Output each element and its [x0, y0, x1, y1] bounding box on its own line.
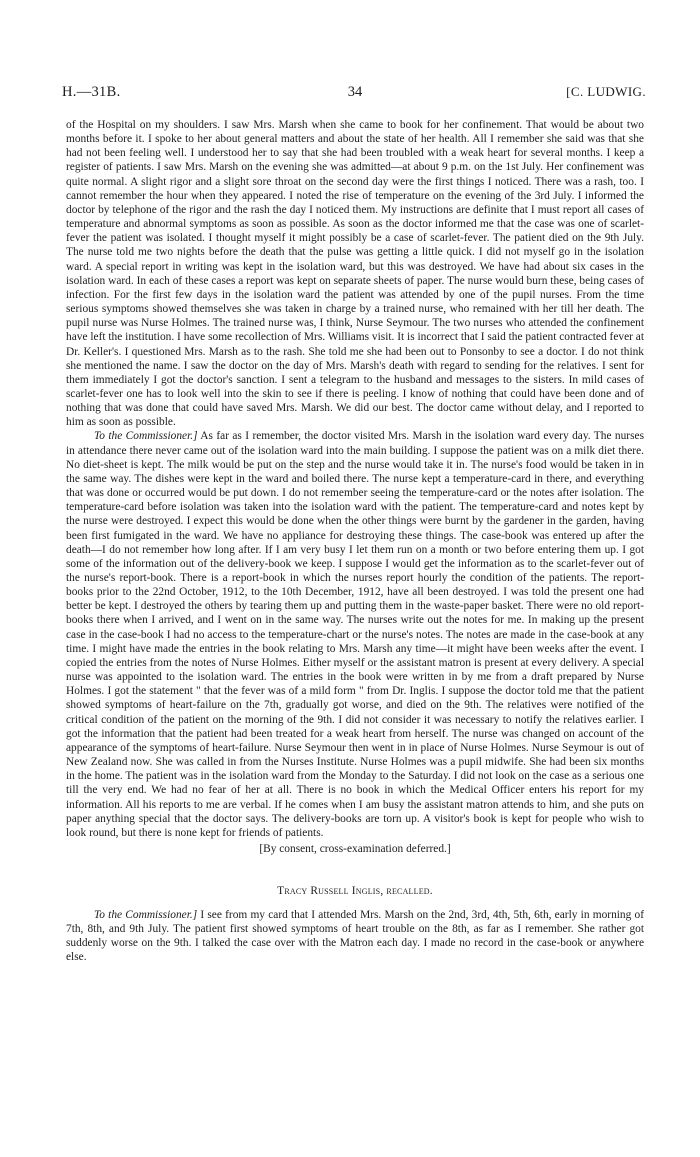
evidence-paragraph-2 — [66, 429, 644, 840]
evidence-paragraph-3 — [66, 908, 644, 965]
commissioner-lead: To the Commissioner.] — [94, 430, 198, 443]
evidence-paragraph-2-text: As far as I remember, the doctor visited Mrs. Marsh in the isolation ward every day. The nurses in attendance there never came out of the isolation ward into the main building. I suppose the patient was on a milk diet there. No diet-sheet is kept. The milk would be put on the step and the nurse would take it in. The nurse's food would be taken in in the same way. The dishes were kept in the ward and boiled there. The nurse kept a temperature-card in there, and everything that was done or occurred would be put down. I do not remember seeing the temperature-card or the notes after isolation. The temperature-card before isolation was taken into the isolation ward with the patient. The temperature-card and notes kept by the nurse were destroyed. I expect this would be done when the other things were burnt by the gardener in the garden, having been first fumigated in the ward. We have no appliance for destroying these things. The case-book was entered up after the death—I do not remember how long after. If I am very busy I let them run on a month or two before entering them up. I got some of the information out of the delivery-book we keep. I suppose I would get the information as to the scarlet-fever out of the nurse's report-book. There is a report-book in which the nurses report hourly the condition of the patients. The report-books prior to the 22nd October, 1912, to the 10th December, 1912, have all been destroyed. I was told the present one had better be kept. I destroyed the others by tearing them up and putting them in the waste-paper basket. There were no old report-books there when I arrived, and I went on in the same way. The nurses write out the notes for me. In making up the present case in the case-book I had no access to the temperature-chart or the nurse's notes. The notes are made in the case-book at any time. I might have made the entries in the book relating to Mrs. Marsh any time—it might have been weeks after the event. I copied the entries from the notes of Nurse Holmes. Either myself or the assistant matron is present at every delivery. A special nurse was appointed to the isolation ward. The entries in the book were written in by me from a draft prepared by Nurse Holmes. I got the statement " that the fever was of a mild form " from Dr. Inglis. I suppose the doctor told me that the patient showed symptoms of heart-failure on the 7th, gradually got worse, and died on the 9th. The relatives were notified of the critical condition of the patient on the morning of the 9th. I did not consider it was necessary to notify the relatives earlier. I got the information that the patient had been treated for a weak heart from herself. The nurse was changed on account of the appearance of the symptoms of heart-failure. Nurse Seymour then went in in place of Nurse Holmes. Nurse Seymour is out of New Zealand now. She was called in from the Nurses Institute. Nurse Holmes was a pupil midwife. She had been six months in the home. The patient was in the isolation ward from the Monday to the Saturday. I did not look on the case as a serious one till the very end. We had no fear of her at all. There is no book in which the Medical Officer enters his report for my information. All his reports to me are verbal. If he comes when I am busy the assistant matron attends to him, and she puts on paper anything special that the doctor says. The delivery-books are torn up. A visitor's book is kept for people who wish to look round, but there is none kept for friends of patients. — [66, 430, 645, 839]
document-page — [62, 84, 646, 965]
running-header — [62, 84, 646, 106]
witness-heading: Tracy Russell Inglis, recalled. — [277, 884, 433, 897]
witness-name-header: [C. LUDWIG. — [566, 84, 646, 99]
procedural-note: [By consent, cross-examination deferred.] — [259, 842, 451, 855]
evidence-paragraph-3-text: I see from my card that I attended Mrs. Marsh on the 2nd, 3rd, 4th, 5th, 6th, early in morning of 7th, 8th, and 9th July. The patient first showed symptoms of heart trouble on the 8th, as far as I remember. She rather got suddenly worse on the 9th. I talked the case over with the Matron each day. I made no record in the case-book or anywhere else. — [66, 908, 645, 964]
document-reference: H.—31B. — [62, 84, 121, 100]
evidence-paragraph-1: of the Hospital on my shoulders. I saw Mrs. Marsh when she came to book for her confinement. That would be about two months before it. I spoke to her about general matters and about the state of her health. All I remember she said was that she had not been feeling well. I understood her to say that she had been troubled with a weak heart for several months. I keep a register of patients. I saw Mrs. Marsh on the evening she was admitted—at about 9 p.m. on the 1st July. Her confinement was quite normal. A slight rigor and a slight sore throat on the second day were the first things I noticed. There was a rash, too. I cannot remember the hour when they appeared. I noted the rise of temperature on the evening of the 3rd July. I informed the doctor by telephone of the rigor and the rash the day I noticed them. My instructions are definite that I must report all cases of temperature and abnormal symptoms as soon as possible. As soon as the doctor informed me that the case was one of scarlet-fever the patient was isolated. I thought myself it might possibly be a case of scarlet-fever. The patient died on the 9th July. The nurse told me two nights before the death that the pulse was getting a little quick. I did not myself go in the isolation ward. A special report in writing was kept in the isolation ward, but this was destroyed. We have had about six cases in the isolation ward. In each of these cases a report was kept on separate sheets of paper. The nurse would burn these, being cases of infection. For the first few days in the isolation ward the patient was attended by one of the pupil nurses. From the time serious symptoms showed themselves she was taken in charge by a trained nurse, who remained with her till her death. The pupil nurse was Nurse Holmes. The trained nurse was, I think, Nurse Seymour. The two nurses who attended the confinement have left the institution. I have some recollection of Mrs. Williams visit. It is incorrect that I said the patient contracted fever at Dr. Keller's. I questioned Mrs. Marsh as to the rash. She told me she had been out to Ponsonby to see a doctor. I do not think she mentioned the name. I saw the doctor on the day of Mrs. Marsh's death with regard to sending for the relatives. I sent for them immediately I got the doctor's sanction. I sent a telegram to the husband and messages to the sisters. In mild cases of scarlet-fever one has to look well into the skin to see if there is peeling. I know of nothing that could have been done and of nothing that was done that could have saved Mrs. Marsh. We did our best. The doctor came without delay, and I reported to him as soon as possible. — [66, 119, 644, 429]
page-number: 34 — [347, 84, 363, 100]
commissioner-lead: To the Commissioner.] — [94, 908, 198, 921]
